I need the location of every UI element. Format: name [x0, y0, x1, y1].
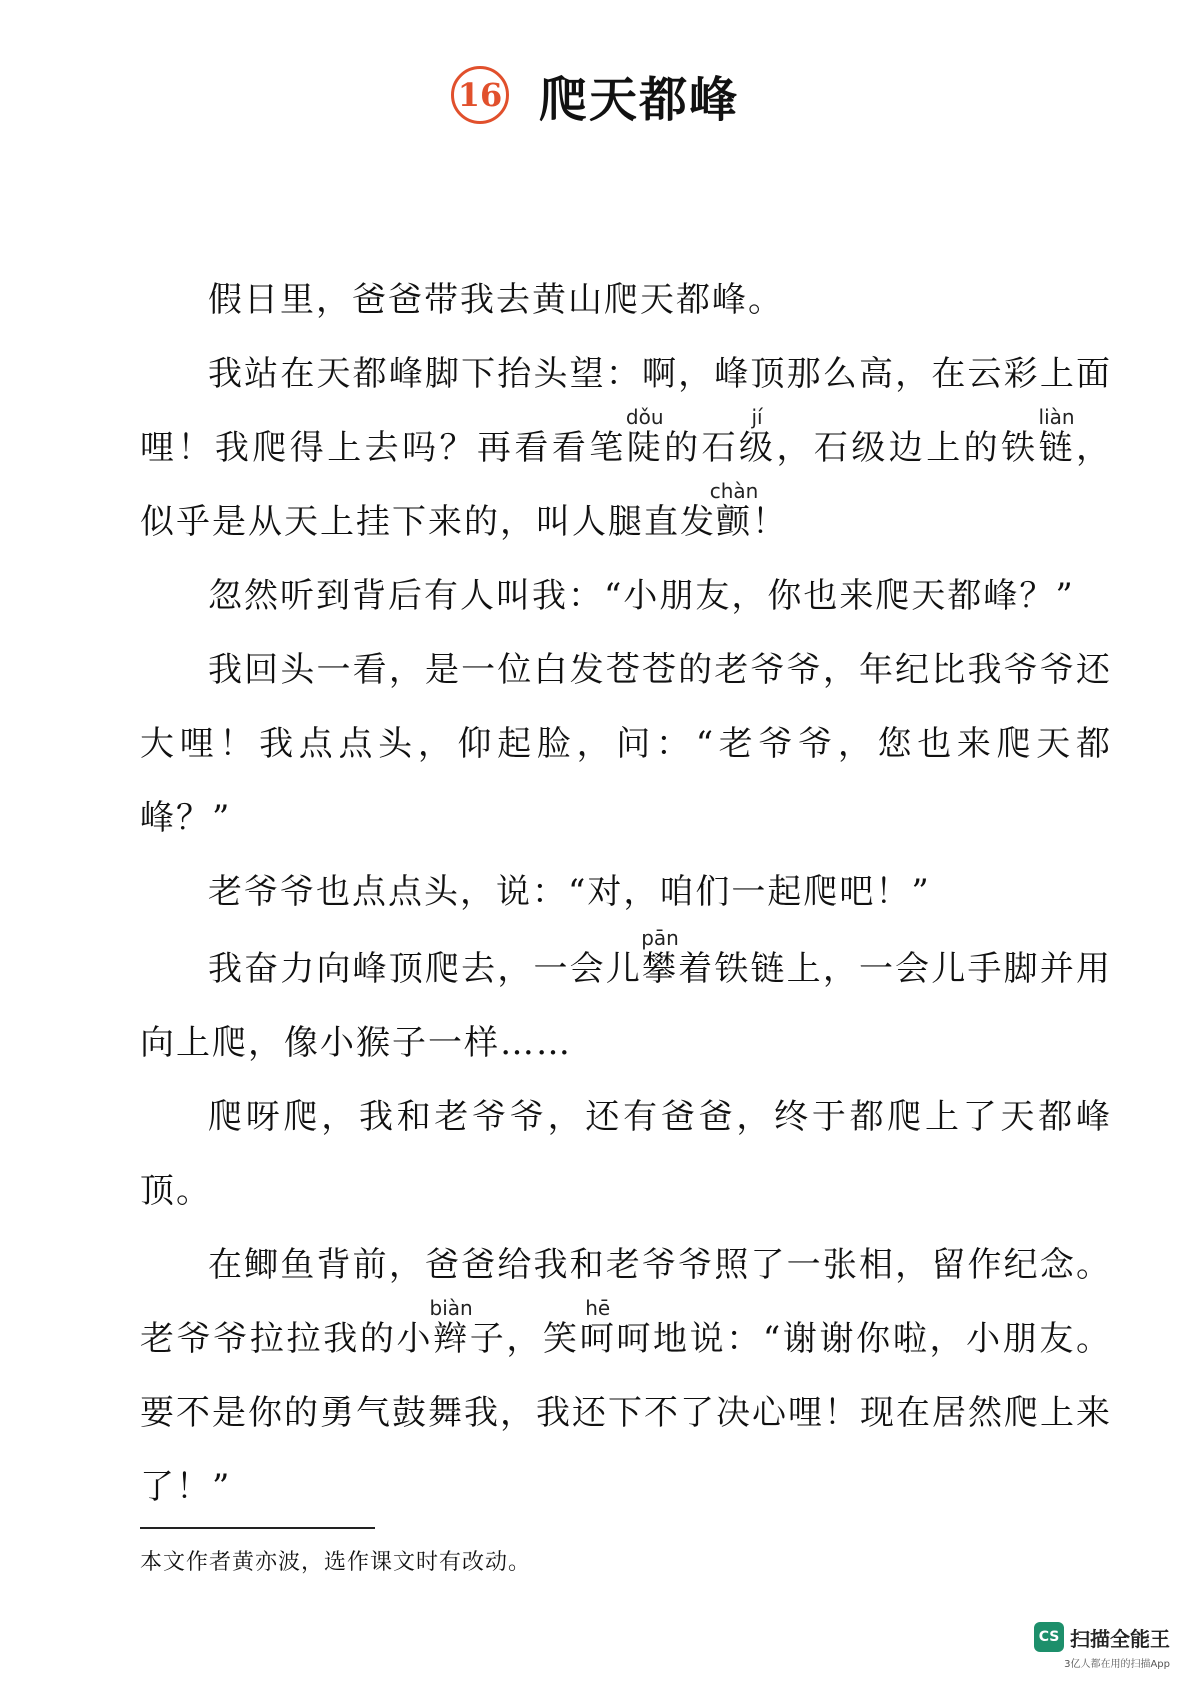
paragraph	[140, 559, 1112, 633]
footnote-divider	[140, 1527, 375, 1529]
watermark-app-name: 扫描全能王	[1070, 1626, 1170, 1651]
pinyin: dǒu	[625, 405, 664, 429]
pinyin: hē	[579, 1296, 616, 1320]
paragraph	[140, 855, 1112, 929]
paragraph	[140, 337, 1112, 559]
lesson-header	[0, 60, 1190, 130]
lesson-title: 爬天都峰	[538, 71, 739, 128]
text-run: ！	[752, 502, 788, 542]
pinyin-annotated-char	[709, 479, 759, 542]
pinyin: jí	[739, 405, 776, 429]
text-run: 着铁链上，一会儿手脚并用向上爬，像小猴子一样……	[140, 949, 1112, 1063]
camscanner-logo-icon: CS	[1034, 1622, 1064, 1652]
text-run: 在鲫鱼背前，爸爸给我和老爷爷照了一张相，留作纪念。老爷爷拉拉我的小	[140, 1245, 1112, 1359]
text-run: ，似乎是从天上挂下来的，叫人腿直发	[140, 428, 1113, 542]
paragraph	[140, 633, 1112, 855]
text-run: ，石级边上的铁	[776, 428, 1039, 468]
pinyin-annotated-char	[625, 405, 664, 468]
annotated-char: 级	[739, 428, 777, 468]
footnote: 本文作者黄亦波，选作课文时有改动。	[140, 1550, 532, 1575]
annotated-char: 辫	[429, 1319, 473, 1359]
pinyin-annotated-char	[429, 1296, 473, 1359]
pinyin-annotated-char	[739, 405, 777, 468]
watermark-slogan: 3亿人都在用的扫描App	[1064, 1659, 1170, 1670]
annotated-char: 攀	[641, 949, 679, 989]
text-run: 子，笑	[469, 1319, 580, 1359]
pinyin: pān	[641, 926, 679, 950]
paragraph	[140, 926, 1112, 1080]
annotated-char: 链	[1038, 428, 1075, 468]
lesson-body	[140, 263, 1112, 1524]
paragraph	[140, 263, 1112, 337]
pinyin-annotated-char	[641, 926, 679, 989]
text-run: 我回头一看，是一位白发苍苍的老爷爷，年纪比我爷爷还大哩！我点点头，仰起脸，问：“老爷爷，您也来爬天都峰？”	[140, 650, 1112, 838]
text-run: 的石	[662, 428, 740, 468]
text-run: 假日里，爸爸带我去黄山爬天都峰。	[208, 280, 784, 320]
paragraph	[140, 1080, 1112, 1228]
annotated-char: 颤	[709, 502, 759, 542]
pinyin-annotated-char	[579, 1296, 617, 1359]
lesson-number-badge: 16	[451, 66, 509, 124]
pinyin-annotated-char	[1038, 405, 1075, 468]
scanner-watermark	[1034, 1622, 1170, 1670]
paragraph	[140, 1228, 1112, 1524]
annotated-char: 陡	[625, 428, 664, 468]
text-run: 我站在天都峰脚下抬头望：啊，峰顶那么高，在云彩上面哩！我爬得上去吗？再看看笔	[140, 354, 1112, 468]
text-run: 我奋力向峰顶爬去，一会儿	[208, 949, 642, 989]
text-run: 呵地说：“谢谢你啦，小朋友。要不是你的勇气鼓舞我，我还下不了决心哩！现在居然爬上来了！”	[140, 1319, 1113, 1507]
text-run: 爬呀爬，我和老爷爷，还有爸爸，终于都爬上了天都峰顶。	[140, 1097, 1112, 1211]
pinyin: chàn	[709, 479, 759, 503]
text-run: 老爷爷也点点头，说：“对，咱们一起爬吧！”	[208, 872, 931, 912]
text-run: 忽然听到背后有人叫我：“小朋友，你也来爬天都峰？”	[208, 576, 1075, 616]
pinyin: liàn	[1038, 405, 1075, 429]
annotated-char: 呵	[579, 1319, 617, 1359]
pinyin: biàn	[429, 1296, 473, 1320]
